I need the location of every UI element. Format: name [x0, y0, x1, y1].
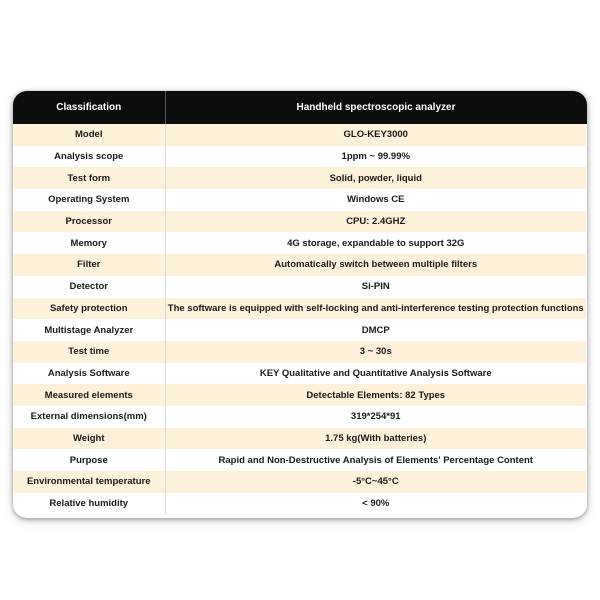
- table-row: [13, 471, 587, 493]
- table-row: [13, 146, 587, 168]
- spec-value: GLO-KEY3000: [165, 124, 587, 146]
- spec-value: Si-PIN: [165, 276, 587, 298]
- header-classification: Classification: [13, 91, 165, 124]
- table-row: [13, 254, 587, 276]
- spec-value: Automatically switch between multiple filters: [165, 254, 587, 276]
- spec-label: Detector: [13, 276, 165, 298]
- spec-label: Test form: [13, 167, 165, 189]
- spec-value: 319*254*91: [165, 406, 587, 428]
- spec-value: 3 ~ 30s: [165, 341, 587, 363]
- spec-value: 1ppm ~ 99.99%: [165, 146, 587, 168]
- spec-value: Solid, powder, liquid: [165, 167, 587, 189]
- table-row: [13, 384, 587, 406]
- table-row: [13, 341, 587, 363]
- table-row: [13, 298, 587, 320]
- spec-value: < 90%: [165, 493, 587, 515]
- spec-label: Environmental temperature: [13, 471, 165, 493]
- table-row: [13, 167, 587, 189]
- spec-value: 4G storage, expandable to support 32G: [165, 232, 587, 254]
- spec-label: Analysis scope: [13, 146, 165, 168]
- spec-value: Rapid and Non-Destructive Analysis of Elements' Percentage Content: [165, 449, 587, 471]
- table-row: [13, 428, 587, 450]
- spec-value: Detectable Elements: 82 Types: [165, 384, 587, 406]
- spec-table-card: [13, 91, 587, 518]
- spec-label: Test time: [13, 341, 165, 363]
- table-row: [13, 189, 587, 211]
- table-body: [13, 124, 587, 514]
- spec-label: Measured elements: [13, 384, 165, 406]
- table-row: [13, 211, 587, 233]
- spec-label: Weight: [13, 428, 165, 450]
- header-product: Handheld spectroscopic analyzer: [165, 91, 587, 124]
- spec-label: Purpose: [13, 449, 165, 471]
- spec-value: The software is equipped with self-locking and anti-interference testing protection functions: [165, 298, 587, 320]
- spec-label: Analysis Software: [13, 363, 165, 385]
- table-row: [13, 493, 587, 515]
- spec-value: CPU: 2.4GHZ: [165, 211, 587, 233]
- spec-label: Filter: [13, 254, 165, 276]
- table-row: [13, 232, 587, 254]
- spec-label: Operating System: [13, 189, 165, 211]
- spec-value: KEY Qualitative and Quantitative Analysis Software: [165, 363, 587, 385]
- table-header: [13, 91, 587, 124]
- spec-label: Multistage Analyzer: [13, 319, 165, 341]
- spec-label: Relative humidity: [13, 493, 165, 515]
- spec-label: External dimensions(mm): [13, 406, 165, 428]
- spec-label: Processor: [13, 211, 165, 233]
- spec-label: Memory: [13, 232, 165, 254]
- spec-label: Model: [13, 124, 165, 146]
- table-row: [13, 124, 587, 146]
- spec-value: DMCP: [165, 319, 587, 341]
- table-row: [13, 319, 587, 341]
- header-row: [13, 91, 587, 124]
- table-row: [13, 449, 587, 471]
- spec-label: Safety protection: [13, 298, 165, 320]
- spec-value: Windows CE: [165, 189, 587, 211]
- spec-value: 1.75 kg(With batteries): [165, 428, 587, 450]
- table-row: [13, 406, 587, 428]
- spec-table: [13, 91, 587, 514]
- table-row: [13, 276, 587, 298]
- spec-value: -5°C~45°C: [165, 471, 587, 493]
- table-row: [13, 363, 587, 385]
